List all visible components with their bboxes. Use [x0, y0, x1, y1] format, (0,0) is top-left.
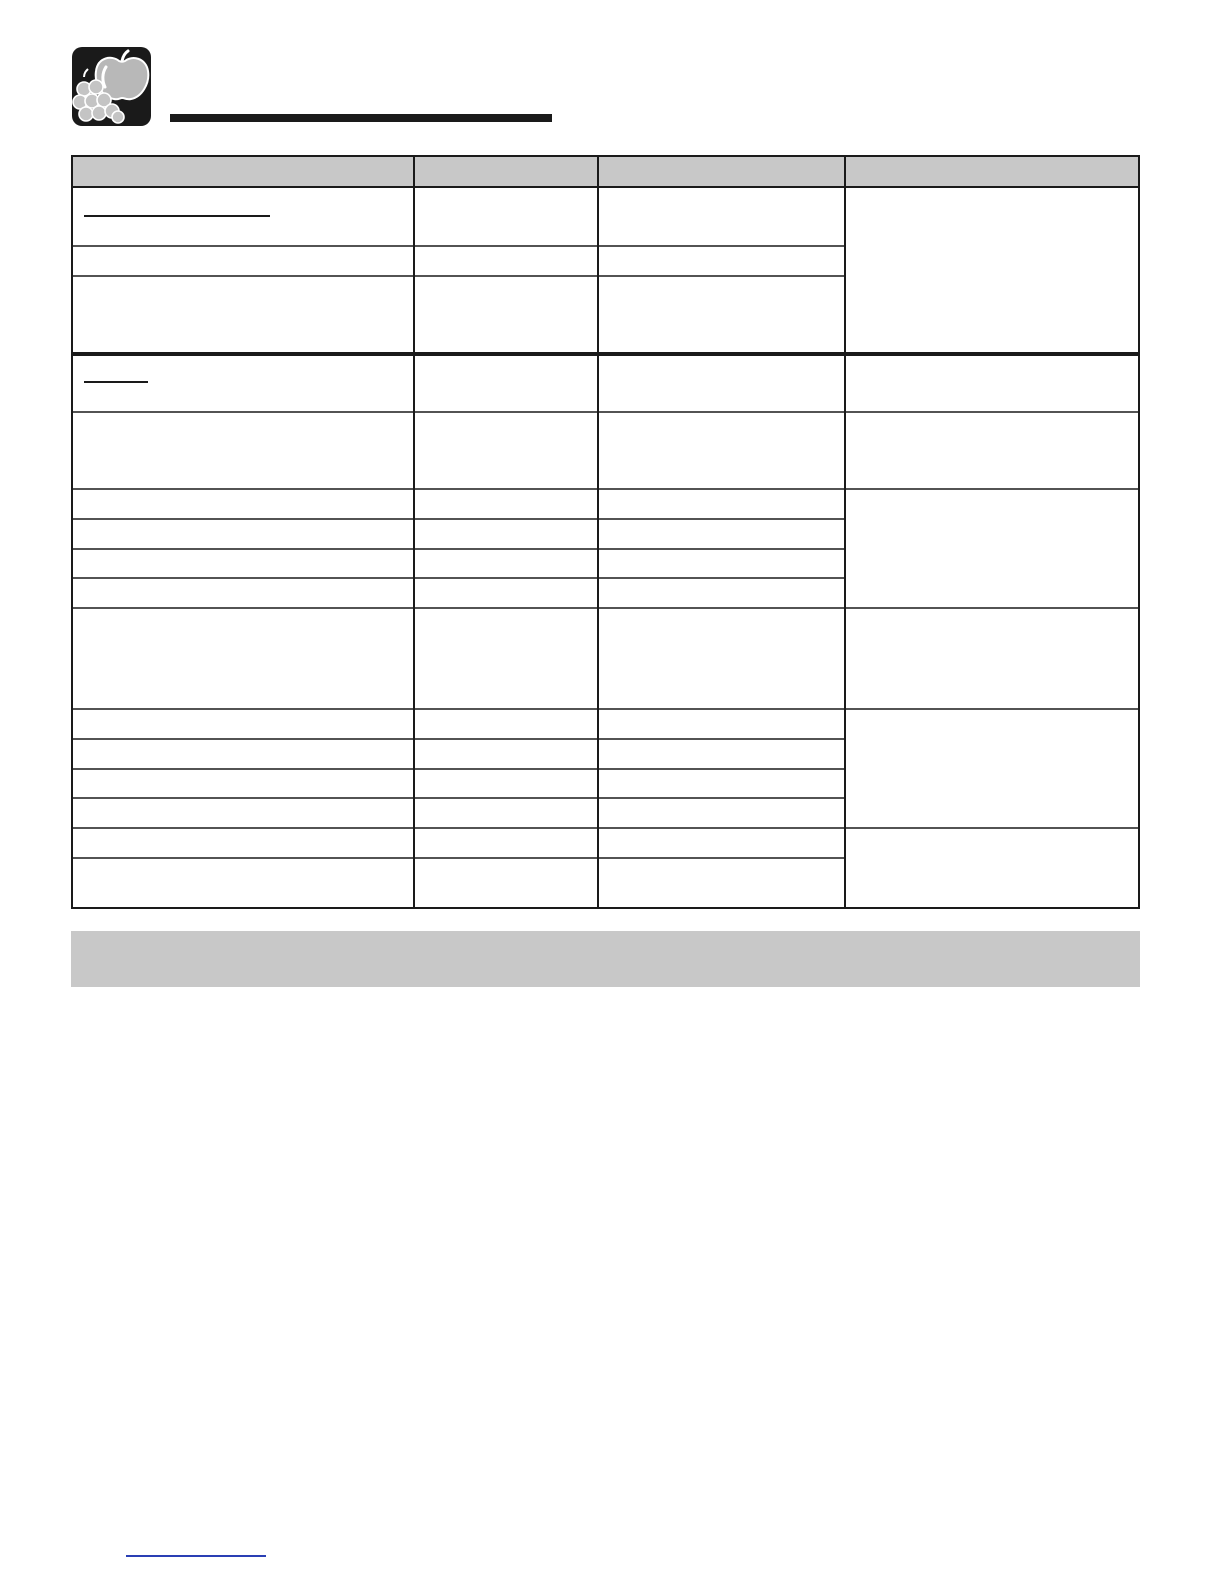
table-header-row [72, 156, 1139, 187]
footer-note-band [71, 931, 1140, 987]
storage-table [71, 155, 1140, 909]
section-title-rule [170, 114, 552, 122]
table-border [72, 156, 1139, 908]
fruit-icon [72, 47, 151, 126]
page-link[interactable] [126, 1555, 266, 1557]
